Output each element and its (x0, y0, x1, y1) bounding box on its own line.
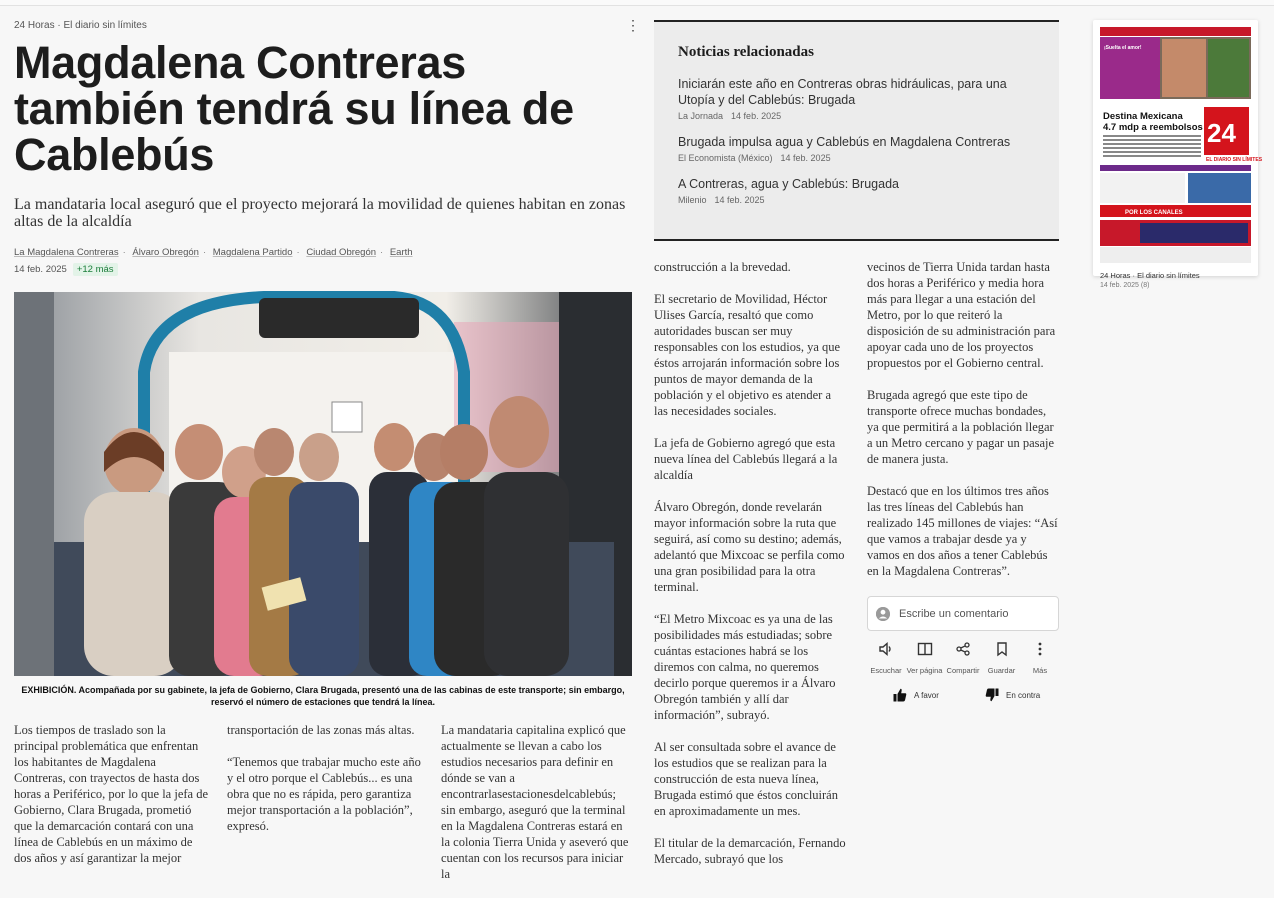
comment-box[interactable] (867, 596, 1059, 631)
body-column-3 (441, 722, 633, 898)
body-paragraph: La mandataria capitalina explicó que actualmente se llevan a cabo los estudios necesarios para definir en dónde se van a encontrarlasestacionesdelcablebús; sin embargo, aseguró que la terminal en la Magdalena Contreras estará en la colonia Tierra Unida y aseveró que cuentan con los recursos para iniciar la (441, 723, 629, 881)
tag-link[interactable]: Earth (389, 247, 413, 258)
newspaper-cover-illustration (1100, 27, 1263, 263)
article-menu-icon[interactable]: ⋮ (626, 17, 640, 33)
body-paragraph: Los tiempos de traslado son la principal problemática que enfrentan los habitantes de Magdalena Contreras, con trayectos de hasta dos horas a Periférico, por lo que la jefa de Gobierno, Clara Brugada, prometió que la demarcación contará con una línea de Cablebús en un máximo de dos años y así garantizar la mejor (14, 723, 209, 865)
newspaper-edition-card[interactable] (1093, 20, 1263, 289)
related-news-item[interactable] (678, 134, 1035, 163)
body-column-1 (14, 722, 209, 882)
listen-button[interactable] (867, 642, 905, 678)
related-news-meta (678, 195, 1035, 205)
tag-link[interactable]: La Magdalena Contreras (14, 247, 119, 258)
related-news-source: La Jornada (678, 111, 724, 121)
article-date: 14 feb. 2025 (14, 264, 67, 275)
cable-car-photo-illustration (14, 292, 632, 676)
share-icon (955, 642, 971, 656)
thumbs-down-icon (985, 688, 999, 702)
save-label: Guardar (987, 666, 1016, 675)
publisher-line[interactable]: 24 Horas · El diario sin límites (14, 20, 147, 31)
share-button[interactable] (944, 642, 982, 678)
related-news-date: 14 feb. 2025 (714, 195, 765, 205)
related-news-meta (678, 111, 1035, 121)
body-paragraph: Al ser consultada sobre el avance de los estudios que se realizan para la construcción de esta nueva línea, Brugada estimó que éstos concluirán en aproximadamente un mes. (654, 740, 838, 818)
body-column-4 (654, 259, 846, 883)
photo-caption: EXHIBICIÓN. Acompañada por su gabinete, la jefa de Gobierno, Clara Brugada, presentó una de las cabinas de este transporte; sin embargo, reservó el número de estaciones que tendrá la línea. (21, 685, 625, 707)
tag-link[interactable]: Álvaro Obregón (132, 247, 199, 258)
related-news-headline[interactable]: A Contreras, agua y Cablebús: Brugada (678, 177, 899, 191)
related-news-date: 14 feb. 2025 (731, 111, 782, 121)
tag-link[interactable]: Magdalena Partido (212, 247, 293, 258)
vote-favor-button[interactable] (893, 688, 939, 702)
article-actions-bar (867, 642, 1059, 678)
related-news-source: Milenio (678, 195, 707, 205)
svg-text:EL DIARIO SIN LÍMITES: EL DIARIO SIN LÍMITES (1206, 157, 1263, 163)
vote-contra-button[interactable] (985, 688, 1040, 702)
view-page-button[interactable] (906, 642, 944, 678)
body-column-5 (867, 259, 1059, 595)
related-news-source: El Economista (México) (678, 153, 773, 163)
related-news-item[interactable] (678, 76, 1035, 121)
tag-separator: · (202, 247, 207, 258)
book-icon (917, 642, 933, 656)
view-page-label: Ver página (906, 666, 943, 675)
browser-top-strip (0, 0, 1274, 6)
newspaper-edition-meta: 14 feb. 2025 (8) (1100, 282, 1150, 289)
body-paragraph: El titular de la demarcación, Fernando Mercado, subrayó que los (654, 836, 846, 866)
more-label: Más (1032, 666, 1048, 675)
svg-text:POR LOS CANALES: POR LOS CANALES (1125, 210, 1183, 216)
comment-input[interactable] (899, 608, 1049, 620)
related-news-headline[interactable]: Iniciarán este año en Contreras obras hidráulicas, para una Utopía y del Cablebús: Brugada (678, 77, 1007, 107)
body-column-2 (227, 722, 422, 850)
body-paragraph: “El Metro Mixcoac es ya una de las posibilidades más estudiadas; sobre cuántas estaciones habrá se los diremos con calma, no queremos decirlo porque queremos ir a Álvaro Obregón también y allí dar información”, subrayó. (654, 612, 836, 722)
related-news-item[interactable] (678, 176, 1035, 205)
more-button[interactable] (1021, 642, 1059, 678)
save-button[interactable] (983, 642, 1021, 678)
thumbs-up-icon (893, 688, 907, 702)
svg-text:24: 24 (1207, 118, 1236, 148)
tag-link[interactable]: Ciudad Obregón (306, 247, 377, 258)
related-news-headline[interactable]: Brugada impulsa agua y Cablebús en Magdalena Contreras (678, 135, 1011, 149)
body-paragraph: La jefa de Gobierno agregó que esta nueva línea del Cablebús llegará a la alcaldía (654, 436, 838, 482)
body-paragraph: vecinos de Tierra Unida tardan hasta dos horas a Periférico y media hora más para llegar a una estación del Metro, por lo que reiteró la disposición de su administración para apoyar cada uno de los proyectos propuestos por el Gobierno central. (867, 260, 1056, 370)
body-paragraph: El secretario de Movilidad, Héctor Ulises García, resaltó que como autoridades buscan ser muy responsables con los estudios, ya que éstos arrojarán información sobre los puntos de mayor demanda de la población y el objetivo es atender a las necesidades sociales. (654, 292, 841, 418)
more-icon (1032, 642, 1048, 656)
bookmark-icon (994, 642, 1010, 656)
vote-favor-label: A favor (914, 690, 939, 700)
user-avatar-icon (876, 607, 890, 621)
related-news-meta (678, 153, 1035, 163)
newspaper-name: 24 Horas · El diario sin límites (1100, 271, 1200, 280)
topic-tags (14, 247, 413, 258)
newspaper-cover-image (1100, 27, 1263, 263)
more-tags-badge[interactable]: +12 más (73, 263, 118, 276)
cover-headline-line: Destina Mexicana (1103, 111, 1183, 122)
related-news-title: Noticias relacionadas (678, 44, 814, 60)
tag-separator: · (122, 247, 126, 258)
svg-text:¡Suelta el amor!: ¡Suelta el amor! (1104, 45, 1142, 51)
body-paragraph: Destacó que en los últimos tres años las tres líneas del Cablebús han realizado 145 millones de viajes: “Así que vamos a trabajar desde ya y vamos en dos años a tener Cablebús en la Magdalena Contreras”. (867, 484, 1058, 578)
body-paragraph: construcción a la brevedad. (654, 260, 791, 274)
person-icon (876, 607, 890, 621)
body-paragraph: Brugada agregó que este tipo de transporte ofrece muchas bondades, ya que permitirá a la población llegar a un Metro cercano y pagar un pasaje de manera justa. (867, 388, 1055, 466)
body-paragraph: “Tenemos que trabajar mucho este año y el otro porque el Cablebús... es una obra que no es rápida, pero garantiza mejor transportación a la población”, expresó. (227, 755, 421, 833)
cover-headline-line: 4.7 mdp a reembolsos (1103, 122, 1203, 133)
body-paragraph: Álvaro Obregón, donde revelarán mayor información sobre la ruta que seguirá, así como su destino; además, adelantó que Mixcoac se perfila como una gran posibilidad para la otra terminal. (654, 500, 845, 594)
tag-separator: · (296, 247, 300, 258)
article-headline: Magdalena Contreras también tendrá su línea de Cablebús (14, 37, 574, 180)
related-news-panel (654, 20, 1059, 241)
body-paragraph: transportación de las zonas más altas. (227, 723, 415, 737)
tag-separator: · (380, 247, 384, 258)
vote-contra-label: En contra (1006, 690, 1041, 700)
share-label: Compartir (946, 666, 980, 675)
listen-label: Escuchar (870, 666, 902, 675)
article-subhead: La mandataria local aseguró que el proyecto mejorará la movilidad de quienes habitan en zonas altas de la alcaldía (14, 196, 626, 230)
speaker-icon (878, 642, 894, 656)
related-news-date: 14 feb. 2025 (780, 153, 831, 163)
article-date-row (14, 263, 118, 276)
article-photo (14, 292, 632, 676)
